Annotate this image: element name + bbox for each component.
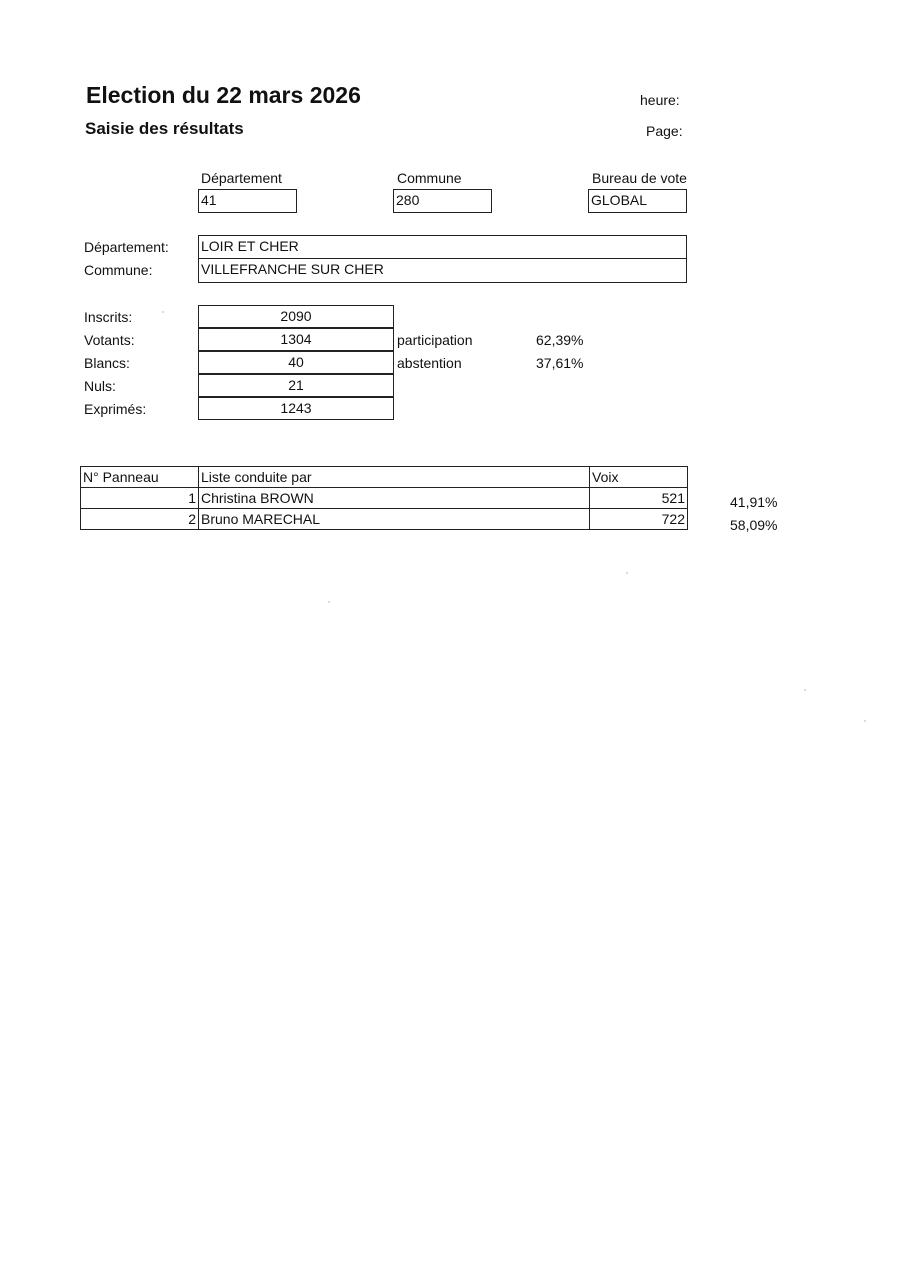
commune-code-field: 280 <box>393 189 492 213</box>
departement-name-field: LOIR ET CHER <box>198 235 687 259</box>
commune-name-field: VILLEFRANCHE SUR CHER <box>198 258 687 283</box>
stat-value-exprimes: 1243 <box>198 397 394 420</box>
stat-value-inscrits: 2090 <box>198 305 394 328</box>
departement-code-field: 41 <box>198 189 297 213</box>
stat-label-nuls: Nuls: <box>84 378 116 394</box>
header-panneau: N° Panneau <box>81 467 199 488</box>
row-panneau: 2 <box>81 509 199 530</box>
heure-label: heure: <box>640 92 680 108</box>
row-liste: Bruno MARECHAL <box>199 509 590 530</box>
bureau-field: GLOBAL <box>588 189 687 213</box>
scan-speck <box>328 601 330 603</box>
row-liste: Christina BROWN <box>199 488 590 509</box>
stat-label-exprimes: Exprimés: <box>84 401 147 417</box>
stat-label-blancs: Blancs: <box>84 355 130 371</box>
table-row <box>81 488 688 509</box>
stat-label-votants: Votants: <box>84 332 135 348</box>
row-voix: 521 <box>590 488 688 509</box>
header-liste: Liste conduite par <box>199 467 590 488</box>
row-percentage: 58,09% <box>730 517 778 533</box>
header-voix: Voix <box>590 467 688 488</box>
bureau-label: Bureau de vote <box>592 170 687 186</box>
stat-value-nuls: 21 <box>198 374 394 397</box>
page-subtitle: Saisie des résultats <box>85 119 244 138</box>
row-panneau: 1 <box>81 488 199 509</box>
row-percentage: 41,91% <box>730 494 778 510</box>
scan-speck <box>804 689 806 691</box>
scan-speck <box>162 311 164 313</box>
participation-value: 62,39% <box>536 332 584 348</box>
scan-speck <box>626 572 628 574</box>
scan-speck <box>864 720 866 722</box>
abstention-value: 37,61% <box>536 355 584 371</box>
results-header-row <box>81 467 688 488</box>
row-voix: 722 <box>590 509 688 530</box>
commune-code-label: Commune <box>397 170 462 186</box>
stat-label-inscrits: Inscrits: <box>84 309 133 325</box>
departement-code-label: Département <box>201 170 282 186</box>
page-title: Election du 22 mars 2026 <box>86 82 361 108</box>
commune-name-label: Commune: <box>84 262 153 278</box>
stat-value-votants: 1304 <box>198 328 394 351</box>
table-row <box>81 509 688 530</box>
abstention-label: abstention <box>397 355 462 371</box>
results-table <box>80 466 688 530</box>
page-label: Page: <box>646 123 683 139</box>
participation-label: participation <box>397 332 473 348</box>
stat-value-blancs: 40 <box>198 351 394 374</box>
departement-name-label: Département: <box>84 239 169 255</box>
